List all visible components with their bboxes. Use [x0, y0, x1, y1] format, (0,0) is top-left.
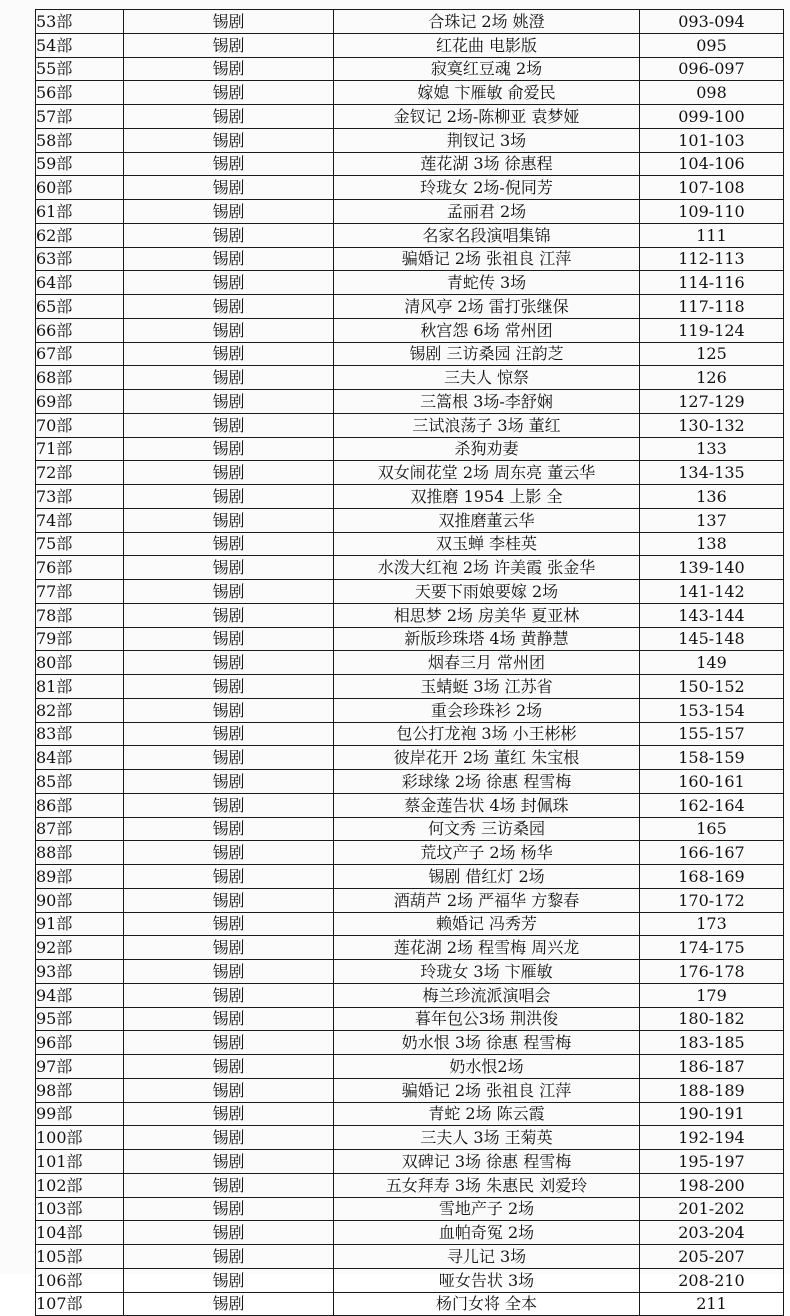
- entry-number-cell: 83部: [36, 722, 124, 746]
- disc-range-cell: 130-132: [640, 413, 784, 437]
- table-row: [36, 556, 784, 580]
- table-row: [36, 1268, 784, 1292]
- entry-number-cell: 105部: [36, 1245, 124, 1269]
- title-cell: 暮年包公3场 荆洪俊: [334, 1007, 640, 1031]
- genre-cell: 锡剧: [124, 983, 334, 1007]
- entry-number-cell: 86部: [36, 793, 124, 817]
- table-row: [36, 1221, 784, 1245]
- table-row: [36, 1197, 784, 1221]
- title-cell: 青蛇 2场 陈云霞: [334, 1102, 640, 1126]
- genre-cell: 锡剧: [124, 413, 334, 437]
- title-cell: 三篙根 3场-李舒娴: [334, 390, 640, 414]
- disc-range-cell: 211: [640, 1292, 784, 1316]
- table-row: [36, 437, 784, 461]
- table-row: [36, 675, 784, 699]
- title-cell: 杀狗劝妻: [334, 437, 640, 461]
- title-cell: 何文秀 三访桑园: [334, 817, 640, 841]
- genre-cell: 锡剧: [124, 722, 334, 746]
- disc-range-cell: 127-129: [640, 390, 784, 414]
- title-cell: 水泼大红袍 2场 许美霞 张金华: [334, 556, 640, 580]
- entry-number-cell: 79部: [36, 627, 124, 651]
- title-cell: 天要下雨娘要嫁 2场: [334, 580, 640, 604]
- genre-cell: 锡剧: [124, 271, 334, 295]
- entry-number-cell: 69部: [36, 390, 124, 414]
- entry-number-cell: 56部: [36, 81, 124, 105]
- title-cell: 玉蜻蜓 3场 江苏省: [334, 675, 640, 699]
- disc-range-cell: 176-178: [640, 960, 784, 984]
- entry-number-cell: 63部: [36, 247, 124, 271]
- disc-range-cell: 183-185: [640, 1031, 784, 1055]
- title-cell: 血帕奇冤 2场: [334, 1221, 640, 1245]
- table-row: [36, 1245, 784, 1269]
- table-row: [36, 10, 784, 34]
- genre-cell: 锡剧: [124, 580, 334, 604]
- title-cell: 三夫人 惊祭: [334, 366, 640, 390]
- genre-cell: 锡剧: [124, 81, 334, 105]
- genre-cell: 锡剧: [124, 912, 334, 936]
- table-row: [36, 936, 784, 960]
- entry-number-cell: 104部: [36, 1221, 124, 1245]
- entry-number-cell: 94部: [36, 983, 124, 1007]
- title-cell: 寂寞红豆魂 2场: [334, 57, 640, 81]
- genre-cell: 锡剧: [124, 1031, 334, 1055]
- disc-range-cell: 141-142: [640, 580, 784, 604]
- table-row: [36, 1055, 784, 1079]
- table-row: [36, 770, 784, 794]
- disc-range-cell: 104-106: [640, 152, 784, 176]
- title-cell: 荒坟产子 2场 杨华: [334, 841, 640, 865]
- title-cell: 骗婚记 2场 张祖良 江萍: [334, 247, 640, 271]
- title-cell: 玲珑女 2场-倪同芳: [334, 176, 640, 200]
- disc-range-cell: 134-135: [640, 461, 784, 485]
- entry-number-cell: 92部: [36, 936, 124, 960]
- disc-range-cell: 095: [640, 33, 784, 57]
- genre-cell: 锡剧: [124, 223, 334, 247]
- genre-cell: 锡剧: [124, 390, 334, 414]
- title-cell: 孟丽君 2场: [334, 200, 640, 224]
- entry-number-cell: 68部: [36, 366, 124, 390]
- disc-range-cell: 099-100: [640, 105, 784, 129]
- entry-number-cell: 72部: [36, 461, 124, 485]
- disc-range-cell: 093-094: [640, 10, 784, 34]
- entry-number-cell: 82部: [36, 698, 124, 722]
- entry-number-cell: 70部: [36, 413, 124, 437]
- table-row: [36, 152, 784, 176]
- title-cell: 寻儿记 3场: [334, 1245, 640, 1269]
- entry-number-cell: 81部: [36, 675, 124, 699]
- disc-range-cell: 190-191: [640, 1102, 784, 1126]
- title-cell: 五女拜寿 3场 朱惠民 刘爱玲: [334, 1173, 640, 1197]
- genre-cell: 锡剧: [124, 817, 334, 841]
- table-row: [36, 413, 784, 437]
- table-row: [36, 793, 784, 817]
- disc-range-cell: 188-189: [640, 1078, 784, 1102]
- title-cell: 名家名段演唱集锦: [334, 223, 640, 247]
- entry-number-cell: 67部: [36, 342, 124, 366]
- genre-cell: 锡剧: [124, 651, 334, 675]
- entry-number-cell: 61部: [36, 200, 124, 224]
- table-row: [36, 247, 784, 271]
- disc-range-cell: 117-118: [640, 295, 784, 319]
- genre-cell: 锡剧: [124, 10, 334, 34]
- table-row: [36, 888, 784, 912]
- genre-cell: 锡剧: [124, 1007, 334, 1031]
- table-row: [36, 1173, 784, 1197]
- table-row: [36, 271, 784, 295]
- title-cell: 梅兰珍流派演唱会: [334, 983, 640, 1007]
- table-row: [36, 128, 784, 152]
- title-cell: 双碑记 3场 徐惠 程雪梅: [334, 1150, 640, 1174]
- table-row: [36, 1078, 784, 1102]
- title-cell: 新版珍珠塔 4场 黄静慧: [334, 627, 640, 651]
- disc-range-cell: 139-140: [640, 556, 784, 580]
- table-row: [36, 1150, 784, 1174]
- genre-cell: 锡剧: [124, 793, 334, 817]
- entry-number-cell: 87部: [36, 817, 124, 841]
- catalog-body: [36, 10, 784, 1316]
- genre-cell: 锡剧: [124, 200, 334, 224]
- entry-number-cell: 95部: [36, 1007, 124, 1031]
- title-cell: 双推磨 1954 上影 全: [334, 485, 640, 509]
- disc-range-cell: 098: [640, 81, 784, 105]
- entry-number-cell: 60部: [36, 176, 124, 200]
- table-row: [36, 960, 784, 984]
- title-cell: 双女闹花堂 2场 周东亮 董云华: [334, 461, 640, 485]
- entry-number-cell: 57部: [36, 105, 124, 129]
- disc-range-cell: 137: [640, 508, 784, 532]
- disc-range-cell: 192-194: [640, 1126, 784, 1150]
- disc-range-cell: 162-164: [640, 793, 784, 817]
- title-cell: 锡剧 借红灯 2场: [334, 865, 640, 889]
- disc-range-cell: 114-116: [640, 271, 784, 295]
- table-row: [36, 366, 784, 390]
- entry-number-cell: 55部: [36, 57, 124, 81]
- entry-number-cell: 103部: [36, 1197, 124, 1221]
- genre-cell: 锡剧: [124, 675, 334, 699]
- genre-cell: 锡剧: [124, 960, 334, 984]
- genre-cell: 锡剧: [124, 1102, 334, 1126]
- table-row: [36, 1126, 784, 1150]
- disc-range-cell: 126: [640, 366, 784, 390]
- disc-range-cell: 166-167: [640, 841, 784, 865]
- disc-range-cell: 160-161: [640, 770, 784, 794]
- genre-cell: 锡剧: [124, 627, 334, 651]
- disc-range-cell: 173: [640, 912, 784, 936]
- disc-range-cell: 203-204: [640, 1221, 784, 1245]
- disc-range-cell: 180-182: [640, 1007, 784, 1031]
- genre-cell: 锡剧: [124, 318, 334, 342]
- genre-cell: 锡剧: [124, 841, 334, 865]
- title-cell: 三夫人 3场 王菊英: [334, 1126, 640, 1150]
- disc-range-cell: 168-169: [640, 865, 784, 889]
- title-cell: 奶水恨 3场 徐惠 程雪梅: [334, 1031, 640, 1055]
- genre-cell: 锡剧: [124, 936, 334, 960]
- table-row: [36, 580, 784, 604]
- table-row: [36, 983, 784, 1007]
- entry-number-cell: 71部: [36, 437, 124, 461]
- entry-number-cell: 107部: [36, 1292, 124, 1316]
- table-row: [36, 722, 784, 746]
- title-cell: 莲花湖 3场 徐惠程: [334, 152, 640, 176]
- title-cell: 红花曲 电影版: [334, 33, 640, 57]
- table-row: [36, 295, 784, 319]
- entry-number-cell: 89部: [36, 865, 124, 889]
- title-cell: 金钗记 2场-陈柳亚 袁梦娅: [334, 105, 640, 129]
- title-cell: 双玉蝉 李桂英: [334, 532, 640, 556]
- genre-cell: 锡剧: [124, 128, 334, 152]
- entry-number-cell: 102部: [36, 1173, 124, 1197]
- genre-cell: 锡剧: [124, 1078, 334, 1102]
- table-row: [36, 33, 784, 57]
- entry-number-cell: 77部: [36, 580, 124, 604]
- table-row: [36, 390, 784, 414]
- disc-range-cell: 101-103: [640, 128, 784, 152]
- disc-range-cell: 174-175: [640, 936, 784, 960]
- genre-cell: 锡剧: [124, 295, 334, 319]
- genre-cell: 锡剧: [124, 1055, 334, 1079]
- title-cell: 彩球缘 2场 徐惠 程雪梅: [334, 770, 640, 794]
- disc-range-cell: 111: [640, 223, 784, 247]
- genre-cell: 锡剧: [124, 532, 334, 556]
- entry-number-cell: 98部: [36, 1078, 124, 1102]
- table-row: [36, 1292, 784, 1316]
- table-row: [36, 698, 784, 722]
- genre-cell: 锡剧: [124, 176, 334, 200]
- entry-number-cell: 78部: [36, 603, 124, 627]
- genre-cell: 锡剧: [124, 1126, 334, 1150]
- title-cell: 双推磨董云华: [334, 508, 640, 532]
- table-row: [36, 461, 784, 485]
- disc-range-cell: 125: [640, 342, 784, 366]
- entry-number-cell: 58部: [36, 128, 124, 152]
- entry-number-cell: 80部: [36, 651, 124, 675]
- table-row: [36, 105, 784, 129]
- entry-number-cell: 59部: [36, 152, 124, 176]
- entry-number-cell: 91部: [36, 912, 124, 936]
- table-row: [36, 342, 784, 366]
- table-row: [36, 746, 784, 770]
- genre-cell: 锡剧: [124, 152, 334, 176]
- genre-cell: 锡剧: [124, 865, 334, 889]
- genre-cell: 锡剧: [124, 1268, 334, 1292]
- entry-number-cell: 64部: [36, 271, 124, 295]
- genre-cell: 锡剧: [124, 556, 334, 580]
- disc-range-cell: 205-207: [640, 1245, 784, 1269]
- disc-range-cell: 158-159: [640, 746, 784, 770]
- title-cell: 哑女告状 3场: [334, 1268, 640, 1292]
- table-row: [36, 532, 784, 556]
- genre-cell: 锡剧: [124, 342, 334, 366]
- genre-cell: 锡剧: [124, 746, 334, 770]
- genre-cell: 锡剧: [124, 1173, 334, 1197]
- genre-cell: 锡剧: [124, 1292, 334, 1316]
- disc-range-cell: 119-124: [640, 318, 784, 342]
- disc-range-cell: 133: [640, 437, 784, 461]
- title-cell: 酒葫芦 2场 严福华 方黎春: [334, 888, 640, 912]
- genre-cell: 锡剧: [124, 1221, 334, 1245]
- disc-range-cell: 155-157: [640, 722, 784, 746]
- genre-cell: 锡剧: [124, 247, 334, 271]
- table-row: [36, 627, 784, 651]
- entry-number-cell: 74部: [36, 508, 124, 532]
- title-cell: 烟春三月 常州团: [334, 651, 640, 675]
- table-row: [36, 318, 784, 342]
- disc-range-cell: 186-187: [640, 1055, 784, 1079]
- genre-cell: 锡剧: [124, 33, 334, 57]
- entry-number-cell: 97部: [36, 1055, 124, 1079]
- entry-number-cell: 54部: [36, 33, 124, 57]
- entry-number-cell: 99部: [36, 1102, 124, 1126]
- genre-cell: 锡剧: [124, 366, 334, 390]
- disc-range-cell: 150-152: [640, 675, 784, 699]
- title-cell: 雪地产子 2场: [334, 1197, 640, 1221]
- title-cell: 秋宫怨 6场 常州团: [334, 318, 640, 342]
- table-row: [36, 817, 784, 841]
- table-row: [36, 1031, 784, 1055]
- genre-cell: 锡剧: [124, 770, 334, 794]
- entry-number-cell: 75部: [36, 532, 124, 556]
- title-cell: 荆钗记 3场: [334, 128, 640, 152]
- disc-range-cell: 145-148: [640, 627, 784, 651]
- disc-range-cell: 107-108: [640, 176, 784, 200]
- table-row: [36, 651, 784, 675]
- title-cell: 杨门女将 全本: [334, 1292, 640, 1316]
- entry-number-cell: 93部: [36, 960, 124, 984]
- table-row: [36, 485, 784, 509]
- entry-number-cell: 53部: [36, 10, 124, 34]
- genre-cell: 锡剧: [124, 888, 334, 912]
- disc-range-cell: 153-154: [640, 698, 784, 722]
- table-row: [36, 865, 784, 889]
- disc-range-cell: 096-097: [640, 57, 784, 81]
- table-row: [36, 81, 784, 105]
- entry-number-cell: 62部: [36, 223, 124, 247]
- title-cell: 蔡金莲告状 4场 封佩珠: [334, 793, 640, 817]
- table-row: [36, 841, 784, 865]
- disc-range-cell: 208-210: [640, 1268, 784, 1292]
- genre-cell: 锡剧: [124, 1245, 334, 1269]
- table-row: [36, 603, 784, 627]
- table-row: [36, 57, 784, 81]
- genre-cell: 锡剧: [124, 1197, 334, 1221]
- disc-range-cell: 201-202: [640, 1197, 784, 1221]
- disc-range-cell: 149: [640, 651, 784, 675]
- title-cell: 骗婚记 2场 张祖良 江萍: [334, 1078, 640, 1102]
- title-cell: 嫁媳 卞雁敏 俞爱民: [334, 81, 640, 105]
- entry-number-cell: 76部: [36, 556, 124, 580]
- disc-range-cell: 109-110: [640, 200, 784, 224]
- genre-cell: 锡剧: [124, 57, 334, 81]
- title-cell: 奶水恨2场: [334, 1055, 640, 1079]
- disc-range-cell: 170-172: [640, 888, 784, 912]
- title-cell: 三试浪荡子 3场 董红: [334, 413, 640, 437]
- entry-number-cell: 65部: [36, 295, 124, 319]
- disc-range-cell: 195-197: [640, 1150, 784, 1174]
- disc-range-cell: 143-144: [640, 603, 784, 627]
- entry-number-cell: 88部: [36, 841, 124, 865]
- table-row: [36, 176, 784, 200]
- entry-number-cell: 96部: [36, 1031, 124, 1055]
- disc-range-cell: 138: [640, 532, 784, 556]
- entry-number-cell: 106部: [36, 1268, 124, 1292]
- entry-number-cell: 85部: [36, 770, 124, 794]
- table-row: [36, 200, 784, 224]
- title-cell: 青蛇传 3场: [334, 271, 640, 295]
- genre-cell: 锡剧: [124, 1150, 334, 1174]
- disc-range-cell: 136: [640, 485, 784, 509]
- table-row: [36, 1102, 784, 1126]
- genre-cell: 锡剧: [124, 105, 334, 129]
- entry-number-cell: 66部: [36, 318, 124, 342]
- table-row: [36, 1007, 784, 1031]
- title-cell: 包公打龙袍 3场 小王彬彬: [334, 722, 640, 746]
- title-cell: 莲花湖 2场 程雪梅 周兴龙: [334, 936, 640, 960]
- opera-catalog-table: [35, 9, 784, 1316]
- title-cell: 重会珍珠衫 2场: [334, 698, 640, 722]
- entry-number-cell: 73部: [36, 485, 124, 509]
- title-cell: 合珠记 2场 姚澄: [334, 10, 640, 34]
- title-cell: 锡剧 三访桑园 汪韵芝: [334, 342, 640, 366]
- entry-number-cell: 84部: [36, 746, 124, 770]
- title-cell: 赖婚记 冯秀芳: [334, 912, 640, 936]
- genre-cell: 锡剧: [124, 485, 334, 509]
- disc-range-cell: 179: [640, 983, 784, 1007]
- table-row: [36, 223, 784, 247]
- entry-number-cell: 100部: [36, 1126, 124, 1150]
- title-cell: 相思梦 2场 房美华 夏亚林: [334, 603, 640, 627]
- entry-number-cell: 90部: [36, 888, 124, 912]
- table-row: [36, 912, 784, 936]
- disc-range-cell: 198-200: [640, 1173, 784, 1197]
- title-cell: 清风亭 2场 雷打张继保: [334, 295, 640, 319]
- genre-cell: 锡剧: [124, 698, 334, 722]
- genre-cell: 锡剧: [124, 508, 334, 532]
- genre-cell: 锡剧: [124, 461, 334, 485]
- entry-number-cell: 101部: [36, 1150, 124, 1174]
- title-cell: 玲珑女 3场 卞雁敏: [334, 960, 640, 984]
- disc-range-cell: 165: [640, 817, 784, 841]
- title-cell: 彼岸花开 2场 董红 朱宝根: [334, 746, 640, 770]
- genre-cell: 锡剧: [124, 603, 334, 627]
- disc-range-cell: 112-113: [640, 247, 784, 271]
- table-row: [36, 508, 784, 532]
- genre-cell: 锡剧: [124, 437, 334, 461]
